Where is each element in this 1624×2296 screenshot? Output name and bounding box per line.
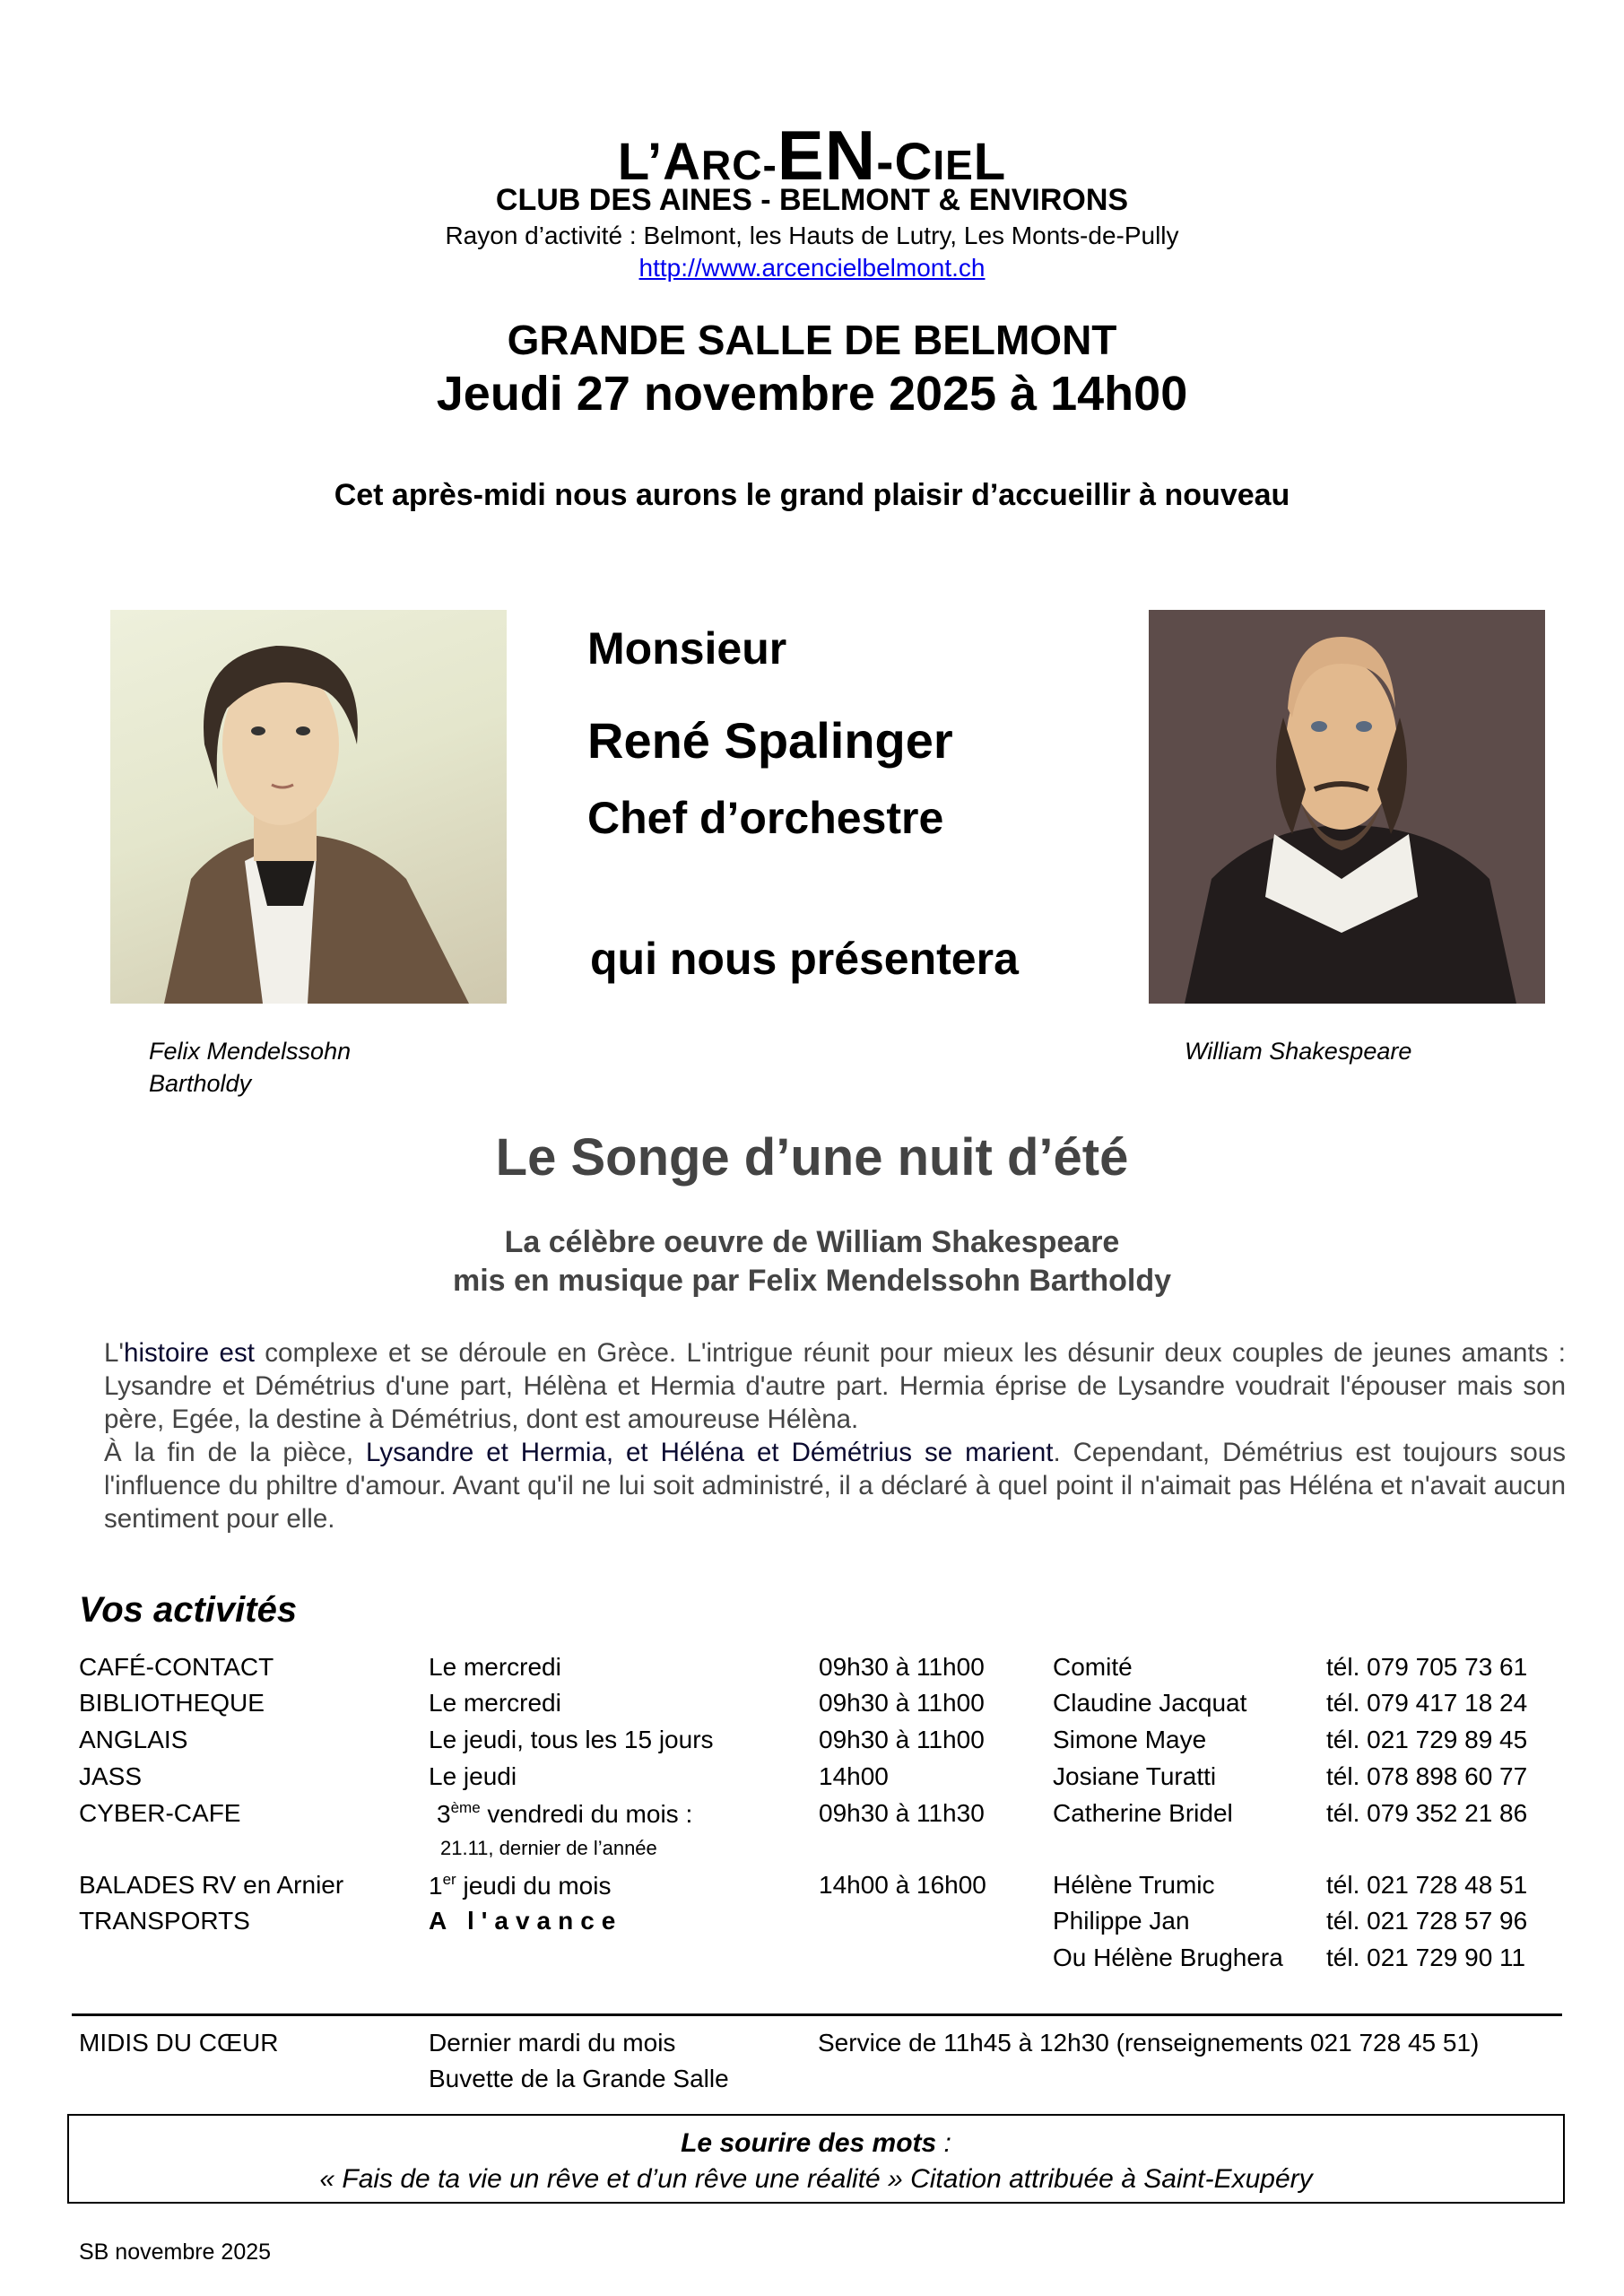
- activity-row: [0, 1799, 1624, 1859]
- title-part: L: [973, 133, 1007, 191]
- activity-contact: Josiane Turatti: [1053, 1762, 1217, 1790]
- activity-time: 09h30 à 11h00: [819, 1726, 985, 1753]
- ordinal-number: 3: [437, 1800, 451, 1828]
- activity-name: JASS: [79, 1762, 143, 1790]
- activity-row: [0, 1653, 1624, 1689]
- activity-when: Le jeudi, tous les 15 jours: [429, 1726, 714, 1753]
- midis-when: Dernier mardi du mois: [429, 2029, 676, 2057]
- ordinal-suffix: er: [442, 1871, 456, 1888]
- story-highlight: histoire est: [124, 1338, 255, 1368]
- activity-when-text: jeudi du mois: [456, 1872, 612, 1900]
- quote-text: « Fais de ta vie un rêve et d’un rêve une réalité » Citation attribuée à Saint-Exupéry: [319, 2164, 1313, 2194]
- footer-signature: SB novembre 2025: [79, 2239, 272, 2265]
- activity-when-text: vendredi du mois :: [480, 1800, 693, 1828]
- ordinal-suffix: ème: [450, 1799, 481, 1816]
- activity-name: TRANSPORTS: [79, 1907, 250, 1935]
- activity-row: [0, 1762, 1624, 1798]
- story-text: . Cependant, Démétrius est toujours sous l'influence du philtre d'amour. Avant qu'il ne lui soit administré, il a déclaré à quel point il n'aimait pas Héléna et n'avait aucun sentiment pour elle.: [104, 1438, 1566, 1534]
- portrait-mendelssohn: [110, 610, 507, 1004]
- title-part: L’A: [617, 133, 701, 191]
- activity-contact: Claudine Jacquat: [1053, 1689, 1247, 1717]
- story-text: À la fin de la pièce,: [104, 1438, 367, 1467]
- activity-contact: Comité: [1053, 1653, 1133, 1681]
- activity-name: ANGLAIS: [79, 1726, 188, 1753]
- activity-name: BALADES RV en Arnier: [79, 1871, 344, 1899]
- activity-phone: tél. 021 728 48 51: [1326, 1871, 1528, 1899]
- quote-heading-colon: :: [936, 2128, 951, 2158]
- activity-when: [437, 1799, 692, 1829]
- activity-when: Le jeudi: [429, 1762, 517, 1790]
- activity-note: 21.11, dernier de l’année: [440, 1837, 657, 1859]
- portrait-shakespeare: [1149, 610, 1545, 1004]
- ordinal-number: 1: [429, 1872, 443, 1900]
- activity-phone: tél. 021 729 89 45: [1326, 1726, 1528, 1753]
- activity-time: 09h30 à 11h30: [819, 1799, 985, 1827]
- activity-when: Le mercredi: [429, 1653, 561, 1681]
- caption-line: Bartholdy: [149, 1070, 252, 1097]
- activity-when: Le mercredi: [429, 1689, 561, 1717]
- website-link[interactable]: http://www.arcencielbelmont.ch: [638, 254, 986, 282]
- portrait-mendelssohn-art: [110, 610, 507, 1004]
- story-part-1: [104, 1336, 1566, 1436]
- work-title: Le Songe d’une nuit d’été: [495, 1128, 1129, 1187]
- activity-phone: tél. 079 705 73 61: [1326, 1653, 1528, 1681]
- midis-name: MIDIS DU CŒUR: [79, 2029, 279, 2057]
- activity-phone: tél. 078 898 60 77: [1326, 1762, 1528, 1790]
- quote-heading: Le sourire des mots: [681, 2128, 937, 2158]
- activity-contact: Philippe Jan: [1053, 1907, 1190, 1935]
- activity-contact: Hélène Trumic: [1053, 1871, 1215, 1899]
- portrait-shakespeare-art: [1149, 610, 1545, 1004]
- story-text: complexe et se déroule en Grèce. L'intrigue réunit pour mieux les désunir deux couples de jeunes amants : Lysandre et Démétrius d'une part, Hélèna et Hermia d'autre part. Hermia éprise de Lysandre voudrait l'épouser mais son père, Egée, la destine à Démétrius, dont est amoureuse Hélèna.: [104, 1338, 1566, 1434]
- story-text: L': [104, 1338, 125, 1368]
- quote-heading-line: [69, 2128, 1563, 2159]
- activity-area: Rayon d’activité : Belmont, les Hauts de Lutry, Les Monts-de-Pully: [445, 222, 1179, 249]
- midis-where: Buvette de la Grande Salle: [429, 2065, 729, 2092]
- activity-name: BIBLIOTHEQUE: [79, 1689, 265, 1717]
- activity-contact: Catherine Bridel: [1053, 1799, 1233, 1827]
- speaker-prefix: Monsieur: [587, 623, 787, 674]
- story-paragraph: [104, 1336, 1566, 1535]
- title-part: -C: [876, 133, 934, 191]
- activity-time: 14h00: [819, 1762, 889, 1790]
- divider: [72, 2013, 1562, 2016]
- activity-contact: Simone Maye: [1053, 1726, 1207, 1753]
- quote-box: [67, 2114, 1565, 2204]
- intro-text: Cet après-midi nous aurons le grand plaisir d’accueillir à nouveau: [334, 478, 1290, 512]
- event-date: Jeudi 27 novembre 2025 à 14h00: [436, 367, 1188, 421]
- activity-row: [0, 1944, 1624, 1979]
- activity-phone: tél. 079 417 18 24: [1326, 1689, 1528, 1717]
- activity-time: 14h00 à 16h00: [819, 1871, 986, 1899]
- activity-row: [0, 1871, 1624, 1907]
- presents-text: qui nous présentera: [590, 934, 1019, 984]
- speaker-name: René Spalinger: [587, 712, 953, 769]
- speaker-role: Chef d’orchestre: [587, 793, 944, 843]
- activity-row: [0, 1907, 1624, 1943]
- activity-row: [0, 1689, 1624, 1725]
- title-part: EN: [777, 116, 877, 195]
- caption-line: Felix Mendelssohn: [149, 1038, 352, 1065]
- activity-when: [429, 1871, 611, 1900]
- activity-phone: tél. 021 729 90 11: [1326, 1944, 1526, 1971]
- title-part: RC-: [701, 142, 777, 188]
- activity-contact: Ou Hélène Brughera: [1053, 1944, 1283, 1971]
- activity-when: A l'avance: [429, 1907, 623, 1935]
- url-wrapper: [0, 254, 1624, 283]
- activity-time: 09h30 à 11h00: [819, 1653, 985, 1681]
- work-subtitle-2: mis en musique par Felix Mendelssohn Bartholdy: [452, 1264, 1172, 1298]
- activity-name: CAFÉ-CONTACT: [79, 1653, 274, 1681]
- title-part: IE: [933, 142, 974, 188]
- midis-service: Service de 11h45 à 12h30 (renseignements 021 728 45 51): [818, 2029, 1480, 2057]
- caption-shakespeare: William Shakespeare: [1185, 1038, 1412, 1065]
- venue: GRANDE SALLE DE BELMONT: [507, 317, 1117, 363]
- activity-row: [0, 1726, 1624, 1761]
- midis-row: [0, 2029, 1624, 2092]
- activities-heading: Vos activités: [79, 1590, 298, 1630]
- activity-phone: tél. 021 728 57 96: [1326, 1907, 1528, 1935]
- activity-time: 09h30 à 11h00: [819, 1689, 985, 1717]
- work-subtitle-1: La célèbre oeuvre de William Shakespeare: [504, 1225, 1120, 1259]
- activity-phone: tél. 079 352 21 86: [1326, 1799, 1528, 1827]
- club-subtitle: CLUB DES AINES - BELMONT & ENVIRONS: [495, 183, 1129, 217]
- caption-mendelssohn: [149, 1035, 351, 1100]
- story-part-2: [104, 1436, 1566, 1535]
- story-highlight: Lysandre et Hermia, et Héléna et Démétrius se marient: [366, 1438, 1054, 1467]
- activity-name: CYBER-CAFE: [79, 1799, 241, 1827]
